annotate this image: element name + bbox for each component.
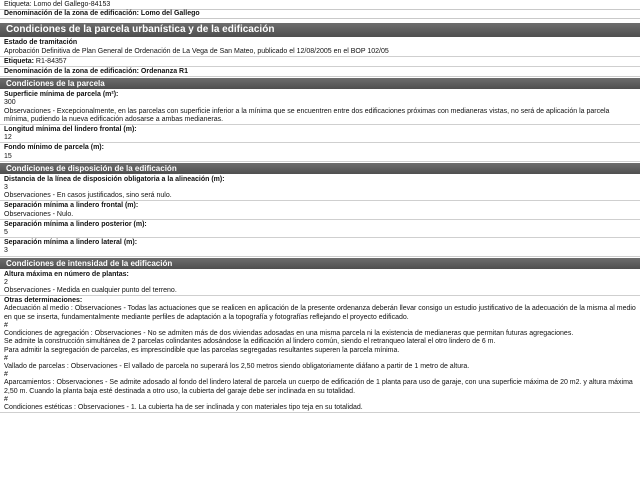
construccion-simultanea-text: Se admite la construcción simultánea de 2 parcelas colindantes adosándose la edificación al lindero común, siendo el retranqueo lateral el otro lindero de 6 m. [4,338,496,346]
condiciones-esteticas-text: Condiciones estéticas : Observaciones - 1. La cubierta ha de ser inclinada y con materiales tipo teja en su totalidad. [4,403,363,411]
longitud-lindero [0,125,640,143]
separator: # [4,354,8,362]
vallado-text: Vallado de parcelas : Observaciones - El vallado de parcela no superará los 2,50 metros siendo obligatoriamente diáfano a partir de 1 metro de altura. [4,362,470,370]
superficie-value: 300 [4,99,16,107]
etiqueta-label: Etiqueta: [4,57,34,65]
section-header-disposicion: Condiciones de disposición de la edificación [0,163,640,174]
section-header-parcela-urbanistica: Condiciones de la parcela urbanística y de la edificación [0,23,640,37]
adecuacion-medio-text: Adecuación al medio : Observaciones - Todas las actuaciones que se realicen en aplicación de la presente ordenanza deberán llevar consigo un estudio justificativo de la adecuación de la misma al medio en que se inserta, fundamentalmente mediante perfiles de adaptación a la topografía y fotografías reflejando el proyecto edificado. [4,305,636,321]
separacion-frontal [0,201,640,219]
denominacion-zona-text: Denominación de la zona de edificación: Ordenanza R1 [4,68,188,76]
lindero-value: 12 [4,134,12,142]
frontal-value: Observaciones - Nulo. [4,210,74,218]
denominacion-line [0,10,640,19]
section-header-intensidad: Condiciones de intensidad de la edificación [0,258,640,269]
lindero-label: Longitud mínima del lindero frontal (m): [4,126,137,134]
etiqueta-line [0,0,640,10]
separator: # [4,321,8,329]
separator: # [4,371,8,379]
altura-value: 2 [4,278,8,286]
etiqueta-value: R1-84357 [35,57,67,65]
superficie-label: Superficie mínima de parcela (m²): [4,91,119,99]
fondo-label: Fondo mínimo de parcela (m): [4,144,104,152]
etiqueta-text: Etiqueta: Lomo del Gallego-84153 [4,1,111,8]
otras-label: Otras determinaciones: [4,297,83,305]
section-header-parcela: Condiciones de la parcela [0,78,640,89]
fondo-value: 15 [4,152,12,160]
frontal-label: Separación mínima a lindero frontal (m): [4,202,139,210]
superficie-minima [0,90,640,125]
altura-observaciones: Observaciones - Medida en cualquier punto del terreno. [4,287,177,295]
etiqueta-field [0,57,640,67]
distancia-observaciones: Observaciones - En casos justificados, sino será nulo. [4,192,172,200]
agregacion-text: Condiciones de agregación : Observaciones - No se admiten más de dos viviendas adosadas en una misma parcela ni la existencia de medianeras que permitan futuras agregaciones. [4,330,574,338]
denominacion-text: Denominación de la zona de edificación: Lomo del Gallego [4,10,200,18]
altura-maxima [0,270,640,297]
distancia-value: 3 [4,184,8,192]
separacion-posterior [0,220,640,238]
lateral-value: 3 [4,247,8,255]
segregacion-text: Para admitir la segregación de parcelas, es imprescindible que las parcelas segregadas resultantes superen la parcela mínima. [4,346,400,354]
estado-value: Aprobación Definitiva de Plan General de Ordenación de La Vega de San Mateo, publicado el 12/08/2005 en el BOP 102/05 [4,47,389,55]
posterior-label: Separación mínima a lindero posterior (m): [4,220,147,228]
fondo-minimo [0,143,640,161]
estado-label: Estado de tramitación [4,39,78,47]
superficie-observaciones: Observaciones - Excepcionalmente, en las parcelas con superficie inferior a la mínima que se encuentren entre dos edificaciones próximas con medianeras vistas, no será de aplicación la parcela mínima, pudiendo la nueva edificación adosarse a ambas medianeras. [4,107,610,123]
distancia-alineacion [0,175,640,202]
posterior-value: 5 [4,229,8,237]
denominacion-zona [0,67,640,77]
separator: # [4,395,8,403]
altura-label: Altura máxima en número de plantas: [4,270,129,278]
aparcamientos-text: Aparcamientos : Observaciones - Se admite adosado al fondo del lindero lateral de parcela un cuerpo de edificación de 1 planta para uso de garaje, con una superficie máxima de 20 m2. y altura máxima 2,50 m. Cuando la planta baja esté destinada a otro uso, la cubierta del garaje debe ser inclinada en su totalidad. [4,379,633,395]
otras-determinaciones [0,296,640,413]
estado-tramitacion [0,38,640,56]
lateral-label: Separación mínima a lindero lateral (m): [4,239,138,247]
distancia-label: Distancia de la línea de disposición obligatoria a la alineación (m): [4,175,225,183]
separacion-lateral [0,238,640,256]
